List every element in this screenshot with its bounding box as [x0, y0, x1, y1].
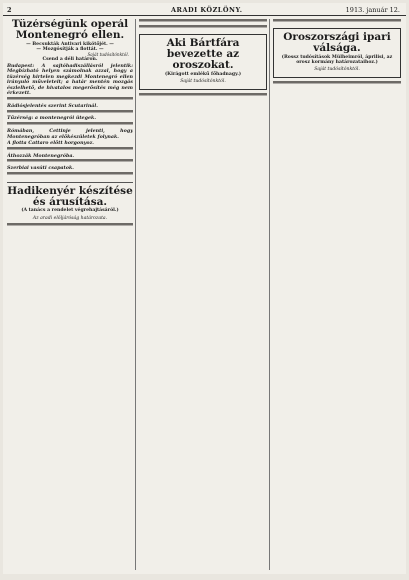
subhead: (A tanács a rendelet végrehajtásáról.) — [21, 208, 119, 214]
body-text — [273, 19, 401, 25]
subtitle: Áthozzák Montenegróba. — [7, 152, 75, 159]
headline-orosz-ipar: Oroszországi ipari válsága. — [283, 30, 391, 55]
body-text — [273, 81, 401, 87]
subtitle: Rómában, Cettinje jelenti, hogy Montenegróban az előkészületek folynak. — [7, 127, 133, 140]
source-line: Saját tudósítónktól. — [87, 52, 129, 58]
subtitle: A flotta Cattaro előtt horgonyoz. — [7, 140, 94, 147]
body-text — [7, 223, 133, 229]
subtitle: Szerbiai vasúti csapatok. — [7, 165, 74, 172]
lead-paragraph: Budapest: A sajtóhadiszállásról jelentik: Megbízható helyen számolnak azzal, hogy a tüzérség hirtelen megkezdi Montenegró ellen irányuló műveleteit; a határ mentén mozgás észlelhető, de hivatalos megerősítés még nem érkezett. — [7, 62, 133, 97]
column-rule — [269, 19, 270, 570]
source-line: Saját tudósítónktól. — [314, 67, 360, 73]
headline-bartfa: Aki Bártfára bevezette az oroszokat. — [166, 36, 240, 72]
middle-column — [139, 19, 267, 570]
right-column — [273, 19, 401, 570]
article-box — [273, 28, 401, 78]
body-text — [7, 172, 133, 178]
page-number: 2 — [7, 6, 12, 14]
body-text — [139, 25, 267, 31]
column-rule — [135, 19, 136, 570]
subhead: — Becsukták Antivari kikötőjét. — — [26, 41, 114, 47]
article-separator — [7, 182, 133, 183]
subtitle: Tűzérség: a montenegrói ütegek. — [7, 115, 96, 122]
source-line: Az aradi elöljáróság határozata. — [32, 215, 108, 221]
masthead — [3, 5, 406, 16]
section-title: Csend a déli határon. — [42, 57, 98, 63]
headline-hadikenyer: Hadikenyér készítése és árusítása. — [7, 184, 133, 208]
left-column — [7, 19, 133, 570]
headline-montenegro: Tüzérségünk operál Montenegró ellen. — [11, 19, 129, 42]
issue-date: 1913. január 12. — [345, 6, 400, 14]
article-box — [139, 34, 267, 90]
subhead: (Rossz tudósítások Mülheimról, áprilisi, az orosz kormány határozataihoz.) — [281, 54, 393, 65]
newspaper-page — [3, 3, 406, 574]
body-text — [7, 147, 133, 153]
subtitle: Rádiósjelentés szerint Scutarinál. — [7, 102, 98, 109]
body-text — [139, 93, 267, 99]
subhead: — Mozgósítják a flottát. — — [36, 46, 104, 52]
source-line: Saját tudósítónktól. — [180, 79, 226, 85]
newspaper-title: ARADI KÖZLÖNY. — [171, 6, 243, 14]
subhead: (Kirágott emlékű főhadnagy.) — [164, 71, 241, 77]
